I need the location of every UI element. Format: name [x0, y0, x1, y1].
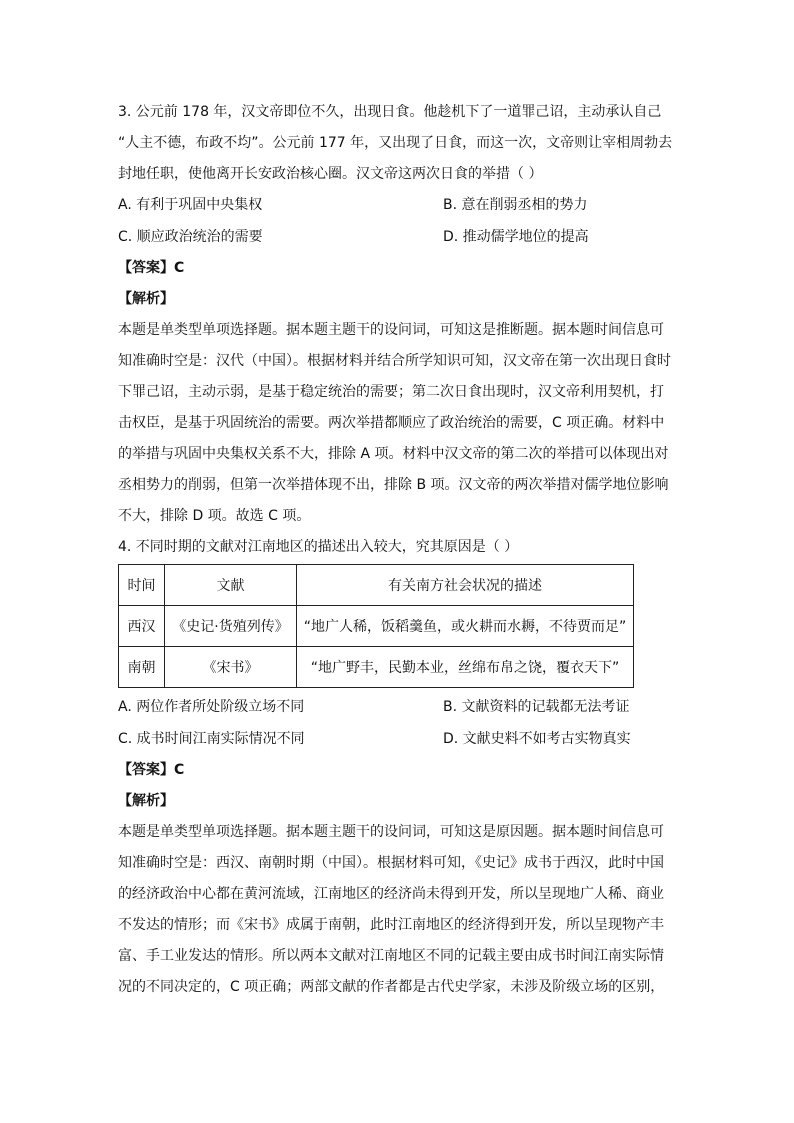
table-header-cell: 有关南方社会状况的描述: [297, 565, 634, 606]
q4-option-c: C. 成书时间江南实际情况不同: [118, 731, 305, 747]
q3-analysis-line-2: 知准确时空是：汉代（中国）。根据材料并结合所学知识可知，汉文帝在第一次出现日食时: [118, 353, 671, 369]
table-header-cell: 文献: [165, 565, 297, 606]
q4-analysis-line-1: 本题是单类型单项选择题。据本题主题干的设问词，可知这是原因题。据本题时间信息可: [118, 824, 664, 840]
q3-analysis-line-3: 下罪己诏，主动示弱，是基于稳定统治的需要；第二次日食出现时，汉文帝利用契机，打: [118, 384, 664, 400]
q3-analysis-line-5: 的举措与巩固中央集权关系不大，排除 A 项。材料中汉文帝的第二次的举措可以体现出对: [118, 446, 669, 462]
table-row: [119, 606, 634, 647]
q3-analysis-line-1: 本题是单类型单项选择题。据本题主题干的设问词，可知这是推断题。据本题时间信息可: [118, 322, 664, 338]
q3-option-d: D. 推动儒学地位的提高: [443, 229, 589, 245]
table-cell: 《宋书》: [165, 647, 297, 688]
q3-option-c: C. 顺应政治统治的需要: [118, 229, 263, 245]
q4-option-b: B. 文献资料的记载都无法考证: [443, 699, 630, 715]
q3-stem-line-2: “人主不德，布政不均”。公元前 177 年，又出现了日食，而这一次，文帝则让宰相周勃去: [118, 135, 673, 151]
q3-analysis-title: 【解析】: [118, 291, 174, 307]
q3-stem-line-1: 3. 公元前 178 年，汉文帝即位不久，出现日食。他趁机下了一道罪己诏，主动承认自己: [118, 104, 662, 120]
q4-answer: 【答案】C: [118, 762, 185, 778]
q3-analysis-line-7: 不大，排除 D 项。故选 C 项。: [118, 508, 311, 524]
table-header-row: [119, 565, 634, 606]
table-cell: “地广野丰，民勤本业，丝绵布帛之饶，覆衣天下”: [297, 647, 634, 688]
table-cell: “地广人稀，饭稻羹鱼，或火耕而水耨，不待贾而足”: [297, 606, 634, 647]
q4-analysis-line-3: 的经济政治中心都在黄河流域，江南地区的经济尚未得到开发，所以呈现地广人稀、商业: [118, 886, 664, 902]
q4-analysis-line-5: 富、手工业发达的情形。所以两本文献对江南地区不同的记载主要由成书时间江南实际情: [118, 948, 664, 964]
table-cell: 《史记·货殖列传》: [165, 606, 297, 647]
q3-answer: 【答案】C: [118, 260, 185, 276]
q4-analysis-line-4: 不发达的情形；而《宋书》成属于南朝，此时江南地区的经济得到开发，所以呈现物产丰: [118, 917, 664, 933]
q4-stem: 4. 不同时期的文献对江南地区的描述出入较大，究其原因是（ ）: [118, 539, 519, 555]
table-header-cell: 时间: [119, 565, 165, 606]
q4-option-a: A. 两位作者所处阶级立场不同: [118, 699, 305, 715]
q3-analysis-line-4: 击权臣，是基于巩固统治的需要。两次举措都顺应了政治统治的需要，C 项正确。材料中: [118, 415, 665, 431]
q3-stem-line-3: 封地任职，使他离开长安政治核心圈。汉文帝这两次日食的举措（ ）: [118, 166, 543, 182]
table-cell: 西汉: [119, 606, 165, 647]
q3-option-b: B. 意在削弱丞相的势力: [443, 197, 588, 213]
q4-analysis-line-6: 况的不同决定的，C 项正确；两部文献的作者都是古代史学家，未涉及阶级立场的区别，: [118, 979, 665, 995]
q4-analysis-line-2: 知准确时空是：西汉、南朝时期（中国）。根据材料可知，《史记》成书于西汉，此时中国: [118, 855, 664, 871]
table-row: [119, 647, 634, 688]
table-cell: 南朝: [119, 647, 165, 688]
q4-analysis-title: 【解析】: [118, 793, 174, 809]
q3-option-a: A. 有利于巩固中央集权: [118, 197, 263, 213]
q4-source-table: [118, 564, 634, 688]
q4-option-d: D. 文献史料不如考古实物真实: [443, 731, 631, 747]
q3-analysis-line-6: 丞相势力的削弱，但第一次举措体现不出，排除 B 项。汉文帝的两次举措对儒学地位影响: [118, 477, 669, 493]
